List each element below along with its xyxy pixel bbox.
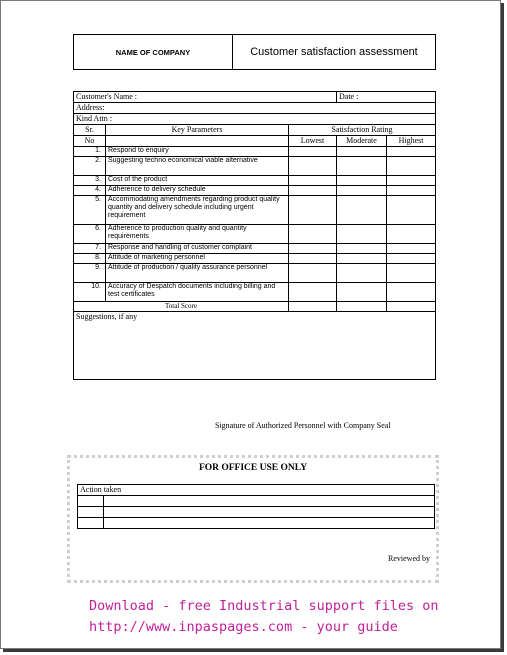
parameter-text: Accuracy of Despatch documents including billing and test certificates bbox=[106, 283, 289, 302]
action-table bbox=[77, 484, 435, 529]
parameter-number: 1. bbox=[74, 147, 106, 157]
parameters-list bbox=[74, 147, 436, 302]
parameter-number: 6. bbox=[74, 225, 106, 244]
parameter-text: Adherence to delivery schedule bbox=[106, 186, 289, 196]
parameter-number: 7. bbox=[74, 244, 106, 254]
rating-lowest-cell[interactable] bbox=[289, 186, 337, 196]
customer-name-row bbox=[74, 92, 436, 103]
total-moderate-cell[interactable] bbox=[337, 302, 387, 312]
rating-lowest-cell[interactable] bbox=[289, 147, 337, 157]
key-parameters-header: Key Parameters bbox=[106, 125, 289, 136]
kind-attn-label: Kind Attn : bbox=[74, 114, 436, 125]
action-row bbox=[78, 507, 435, 518]
parameter-number: 2. bbox=[74, 157, 106, 176]
kind-attn-row bbox=[74, 114, 436, 125]
sr-no-header-2: No bbox=[74, 136, 106, 147]
suggestions-row bbox=[74, 312, 436, 380]
company-name: NAME OF COMPANY bbox=[74, 35, 233, 69]
action-row bbox=[78, 518, 435, 529]
parameter-number: 3. bbox=[74, 176, 106, 186]
rating-moderate-cell[interactable] bbox=[337, 176, 387, 186]
action-text-cell[interactable] bbox=[104, 496, 435, 507]
parameter-number: 9. bbox=[74, 264, 106, 283]
rating-lowest-cell[interactable] bbox=[289, 176, 337, 186]
action-no-cell[interactable] bbox=[78, 518, 104, 529]
parameter-text: Attitude of marketing personnel bbox=[106, 254, 289, 264]
parameter-text: Accommodating amendments regarding product quality quantity and delivery schedule including urgent requirement bbox=[106, 196, 289, 225]
action-no-cell[interactable] bbox=[78, 507, 104, 518]
total-score-label: Total Score bbox=[74, 302, 289, 312]
total-highest-cell[interactable] bbox=[387, 302, 436, 312]
rating-highest-cell[interactable] bbox=[387, 244, 436, 254]
parameter-text: Response and handling of customer complaint bbox=[106, 244, 289, 254]
rating-moderate-cell[interactable] bbox=[337, 196, 387, 225]
table-header-row-1 bbox=[74, 125, 436, 136]
parameter-row bbox=[74, 196, 436, 225]
parameter-row bbox=[74, 244, 436, 254]
office-use-title: FOR OFFICE USE ONLY bbox=[198, 463, 308, 473]
sr-no-header: Sr. bbox=[74, 125, 106, 136]
parameter-row bbox=[74, 225, 436, 244]
highest-header: Highest bbox=[387, 136, 436, 147]
rating-moderate-cell[interactable] bbox=[337, 157, 387, 176]
parameter-text: Cost of the product bbox=[106, 176, 289, 186]
rating-highest-cell[interactable] bbox=[387, 283, 436, 302]
rating-lowest-cell[interactable] bbox=[289, 196, 337, 225]
footer-download-line: Download - free Industrial support files on bbox=[89, 598, 439, 614]
rating-moderate-cell[interactable] bbox=[337, 264, 387, 283]
rating-moderate-cell[interactable] bbox=[337, 225, 387, 244]
parameter-number: 8. bbox=[74, 254, 106, 264]
rating-moderate-cell[interactable] bbox=[337, 147, 387, 157]
rating-moderate-cell[interactable] bbox=[337, 254, 387, 264]
action-taken-label: Action taken bbox=[78, 485, 435, 496]
form-header bbox=[73, 34, 436, 70]
rating-highest-cell[interactable] bbox=[387, 157, 436, 176]
action-no-cell[interactable] bbox=[78, 496, 104, 507]
rating-highest-cell[interactable] bbox=[387, 196, 436, 225]
rating-lowest-cell[interactable] bbox=[289, 244, 337, 254]
parameter-row bbox=[74, 157, 436, 176]
assessment-table bbox=[73, 91, 436, 380]
rating-highest-cell[interactable] bbox=[387, 176, 436, 186]
lowest-header: Lowest bbox=[289, 136, 337, 147]
parameter-number: 10. bbox=[74, 283, 106, 302]
signature-label: Signature of Authorized Personnel with Company Seal bbox=[215, 421, 391, 430]
rating-highest-cell[interactable] bbox=[387, 147, 436, 157]
suggestions-field[interactable] bbox=[74, 312, 436, 380]
customer-name-label: Customer's Name : bbox=[74, 92, 337, 103]
parameter-row bbox=[74, 283, 436, 302]
parameter-row bbox=[74, 186, 436, 196]
rating-moderate-cell[interactable] bbox=[337, 283, 387, 302]
suggestions-label: Suggestions, if any bbox=[76, 312, 138, 321]
action-header-row bbox=[78, 485, 435, 496]
rating-lowest-cell[interactable] bbox=[289, 225, 337, 244]
rating-lowest-cell[interactable] bbox=[289, 254, 337, 264]
parameter-row bbox=[74, 147, 436, 157]
rating-highest-cell[interactable] bbox=[387, 254, 436, 264]
rating-lowest-cell[interactable] bbox=[289, 283, 337, 302]
address-label: Address: bbox=[74, 103, 436, 114]
parameter-number: 4. bbox=[74, 186, 106, 196]
rating-highest-cell[interactable] bbox=[387, 225, 436, 244]
reviewed-by-label: Reviewed by bbox=[388, 554, 430, 563]
action-text-cell[interactable] bbox=[104, 518, 435, 529]
parameter-row bbox=[74, 176, 436, 186]
rating-moderate-cell[interactable] bbox=[337, 244, 387, 254]
parameter-text: Respond to enquiry bbox=[106, 147, 289, 157]
parameter-text: Adherence to production quality and quantity requirements bbox=[106, 225, 289, 244]
parameter-row bbox=[74, 264, 436, 283]
parameter-number: 5. bbox=[74, 196, 106, 225]
rating-highest-cell[interactable] bbox=[387, 264, 436, 283]
date-label: Date : bbox=[337, 92, 436, 103]
parameter-text: Attitude of production / quality assurance personnel bbox=[106, 264, 289, 283]
rating-lowest-cell[interactable] bbox=[289, 157, 337, 176]
footer-link[interactable]: http://www.inpaspages.com - your guide bbox=[89, 619, 398, 635]
total-lowest-cell[interactable] bbox=[289, 302, 337, 312]
table-header-row-2 bbox=[74, 136, 436, 147]
parameter-text: Suggesting techno economical viable alternative bbox=[106, 157, 289, 176]
rating-highest-cell[interactable] bbox=[387, 186, 436, 196]
action-text-cell[interactable] bbox=[104, 507, 435, 518]
form-title: Customer satisfaction assessment bbox=[250, 46, 418, 58]
satisfaction-rating-header: Satisfaction Rating bbox=[289, 125, 436, 136]
action-row bbox=[78, 496, 435, 507]
parameter-row bbox=[74, 254, 436, 264]
key-parameters-header-blank bbox=[106, 136, 289, 147]
address-row bbox=[74, 103, 436, 114]
total-score-row bbox=[74, 302, 436, 312]
moderate-header: Moderate bbox=[337, 136, 387, 147]
rating-moderate-cell[interactable] bbox=[337, 186, 387, 196]
rating-lowest-cell[interactable] bbox=[289, 264, 337, 283]
office-use-section bbox=[67, 455, 439, 583]
